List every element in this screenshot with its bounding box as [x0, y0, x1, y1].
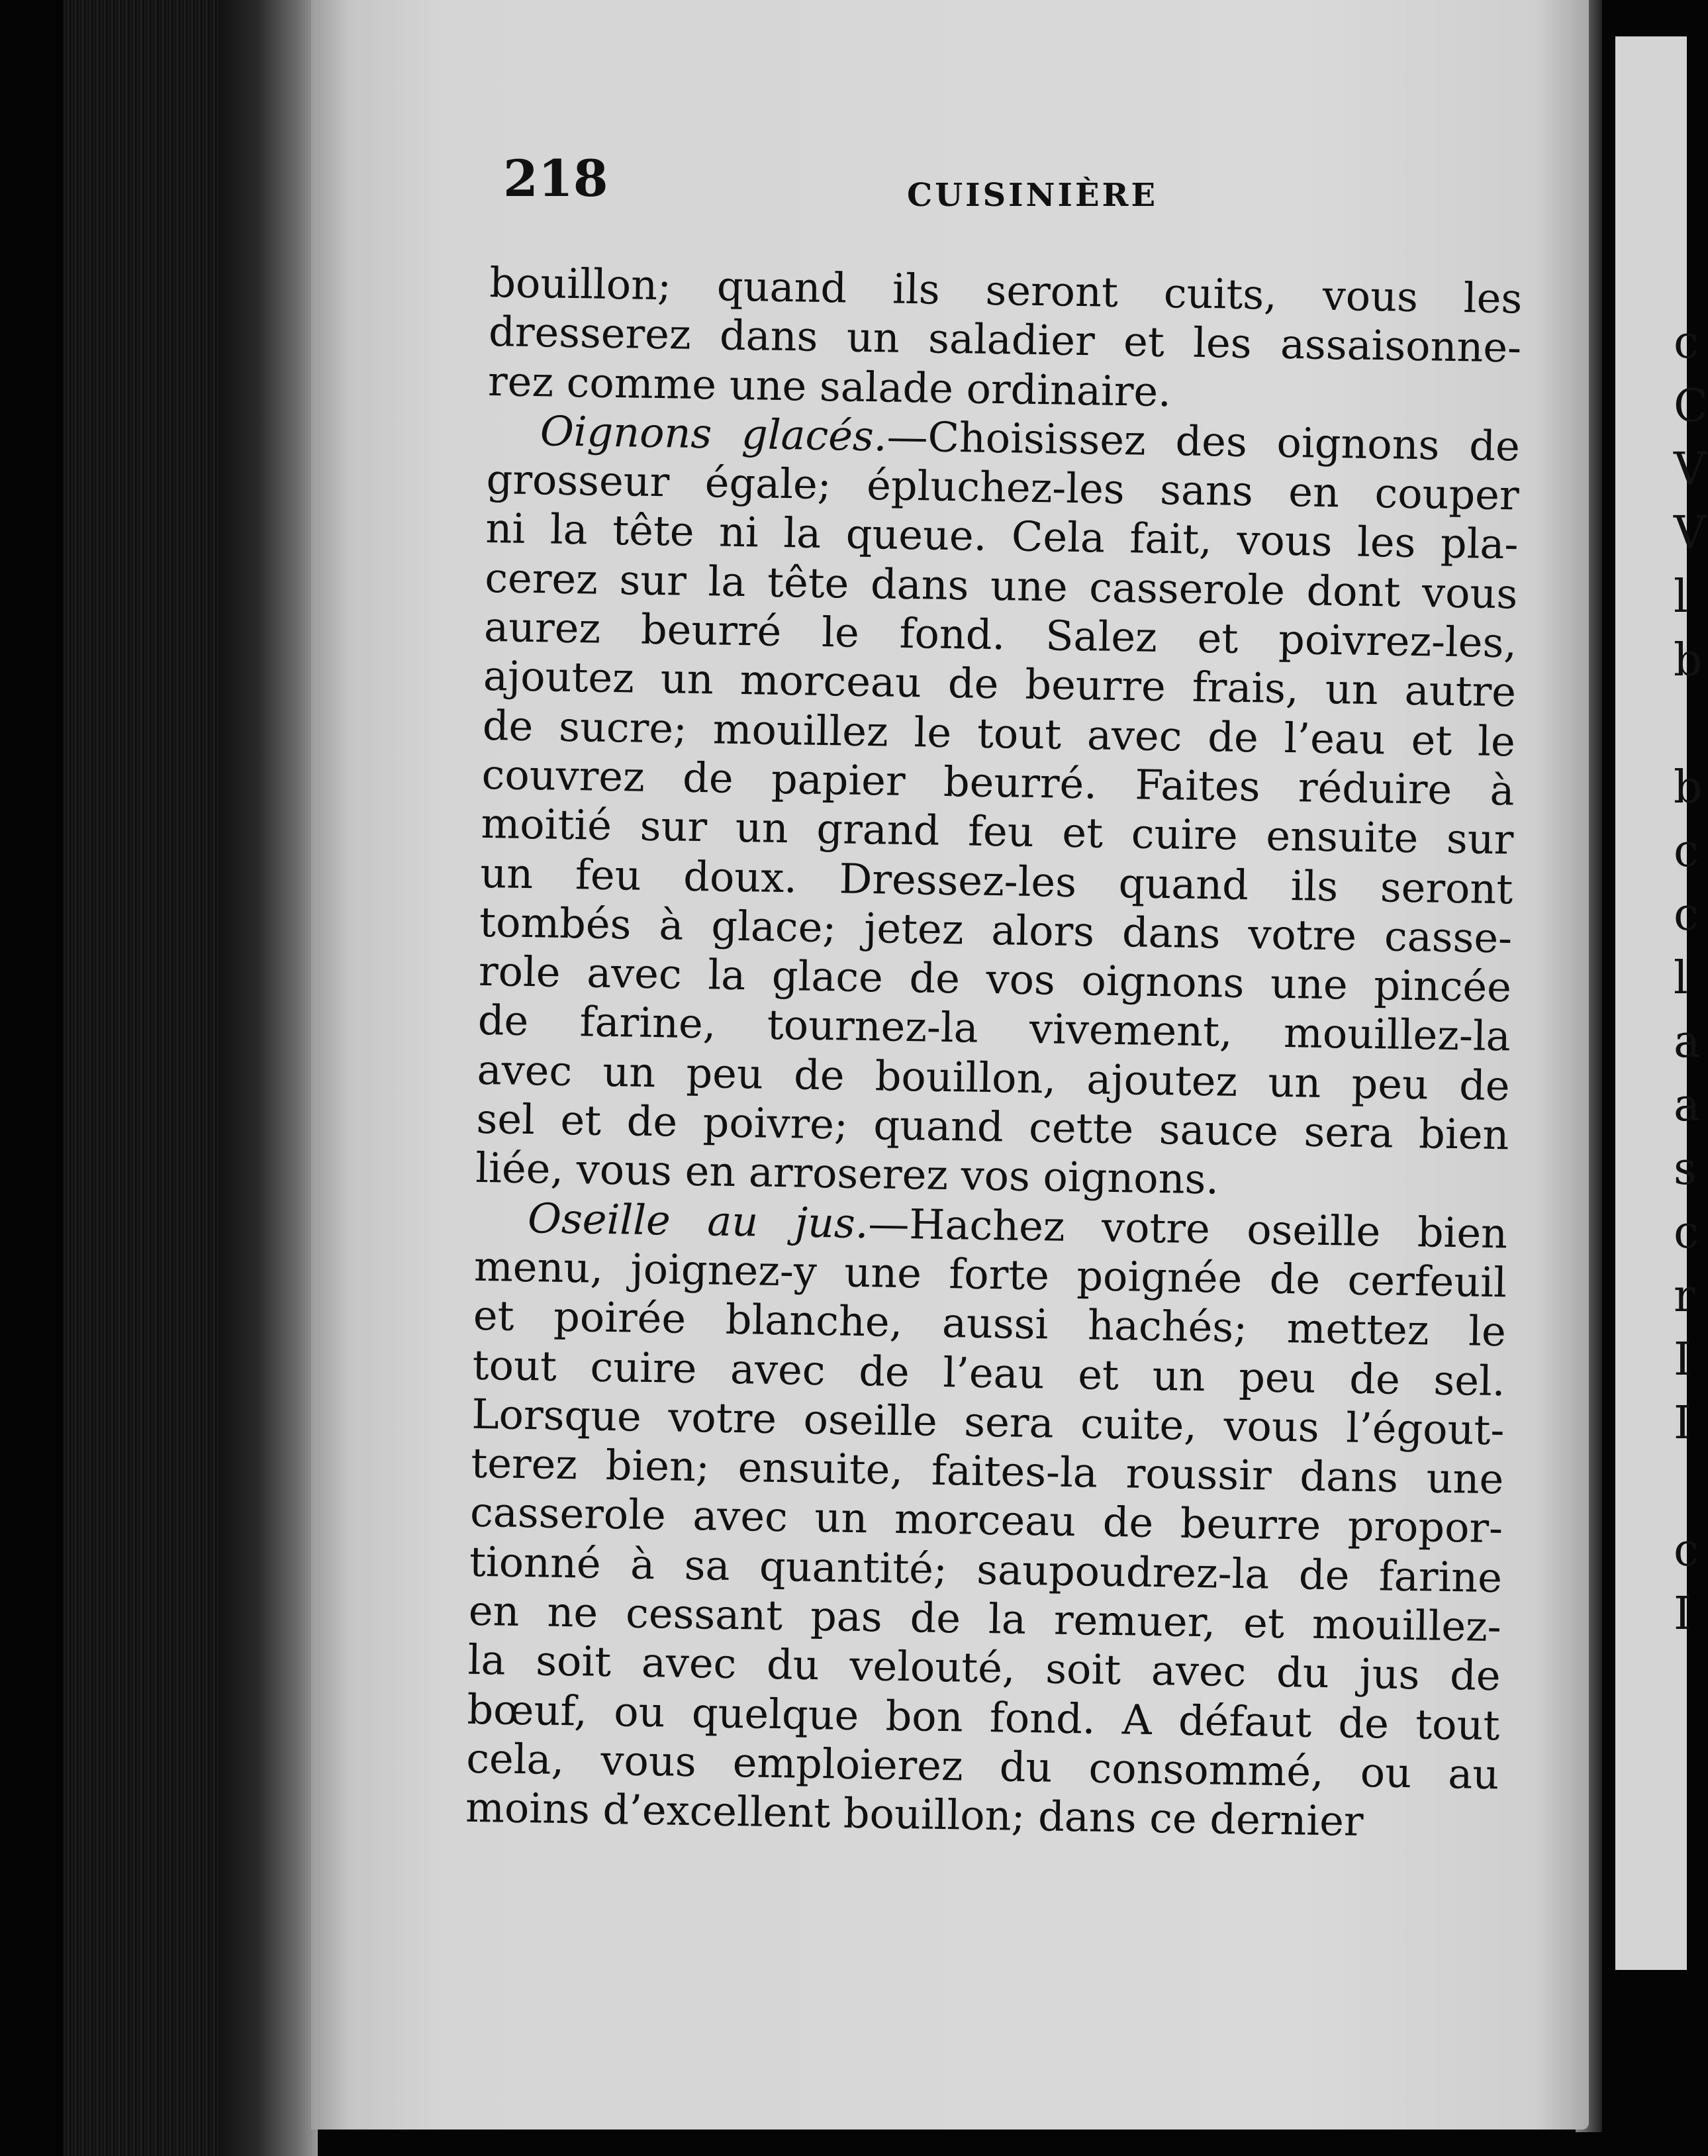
- line-text: tout cuire avec de l’eau et un peu de sel.: [472, 1340, 1506, 1405]
- line-text: —Hachez votre oseille bien: [867, 1199, 1508, 1257]
- line-text: cerez sur la tête dans une casserole dont vous: [484, 553, 1518, 618]
- adjacent-letter: I: [1674, 1397, 1691, 1449]
- line-text: role avec la glace de vos oignons une pincée: [478, 947, 1512, 1012]
- adjacent-letter: c: [1674, 889, 1699, 941]
- adjacent-letter: c: [1674, 825, 1699, 877]
- line-text: avec un peu de bouillon, ajoutez un peu de: [477, 1045, 1511, 1110]
- adjacent-letter: c: [1674, 1524, 1699, 1577]
- line-text: Lorsque votre oseille sera cuite, vous l’égout-: [471, 1389, 1505, 1455]
- line-text: bœuf, ou quelque bon fond. A défaut de tout: [467, 1685, 1500, 1749]
- adjacent-letter: C: [1674, 380, 1708, 432]
- line-text: —Choisissez des oignons de: [886, 412, 1521, 471]
- line-text: cela, vous emploierez du consommé, ou au: [465, 1734, 1499, 1799]
- line-text: tionné à sa quantité; saupoudrez-la de farine: [469, 1537, 1503, 1602]
- line-text: ajoutez un morceau de beurre frais, un autre: [483, 652, 1517, 716]
- line-text: terez bien; ensuite, faites-la roussir dans une: [470, 1438, 1504, 1504]
- line-text: la soit avec du velouté, soit avec du jus de: [467, 1636, 1501, 1700]
- running-head: CUISINIÈRE: [907, 177, 1159, 214]
- line-text: menu, joignez-y une forte poignée de cerfeuil: [473, 1242, 1507, 1307]
- line-text: ni la tête ni la queue. Cela fait, vous les pla-: [485, 504, 1519, 569]
- adjacent-letter: b: [1674, 634, 1703, 687]
- recipe-title: Oseille au jus.: [527, 1193, 869, 1248]
- adjacent-letter: s: [1674, 1143, 1697, 1195]
- line-text: moitié sur un grand feu et cuire ensuite sur: [481, 799, 1514, 864]
- adjacent-letter: l: [1674, 571, 1688, 623]
- line-text: et poirée blanche, aussi hachés; mettez le: [473, 1291, 1507, 1356]
- page-number: 218: [503, 149, 608, 208]
- adjacent-letter: l: [1674, 952, 1688, 1004]
- line-text: rez comme une salade ordinaire.: [487, 356, 1172, 416]
- adjacent-letter: I: [1674, 1588, 1691, 1640]
- page-gutter: [218, 0, 318, 2156]
- line-text: tombés à glace; jetez alors dans votre casse-: [479, 897, 1513, 963]
- line-text: moins d’excellent bouillon; dans ce dernier: [465, 1783, 1364, 1846]
- page-header: [503, 149, 1509, 222]
- adjacent-letter: c: [1674, 317, 1699, 369]
- line-text: de farine, tournez-la vivement, mouillez-la: [477, 996, 1511, 1061]
- adjacent-letter: c: [1674, 1206, 1699, 1259]
- adjacent-letter: V: [1674, 507, 1707, 560]
- recipe-title: Oignons glacés.: [540, 407, 888, 461]
- line-text: un feu doux. Dressez-les quand ils seront: [479, 848, 1513, 913]
- page-body-text: [465, 258, 1523, 1849]
- adjacent-letter: [1674, 1455, 1687, 1519]
- line-text: en ne cessant pas de la remuer, et mouillez-: [468, 1586, 1502, 1651]
- line-text: couvrez de papier beurré. Faites réduire à: [481, 750, 1515, 815]
- line-text: bouillon; quand ils seront cuits, vous les: [489, 258, 1523, 323]
- line-text: grosseur égale; épluchez-les sans en couper: [486, 455, 1520, 520]
- adjacent-letter: a: [1674, 1016, 1701, 1068]
- adjacent-letter: a: [1674, 1079, 1701, 1132]
- adjacent-letter: I: [1674, 1334, 1691, 1386]
- adjacent-letter: b: [1674, 761, 1703, 814]
- adjacent-letter: [1674, 693, 1687, 756]
- line-text: liée, vous en arroserez vos oignons.: [475, 1144, 1219, 1204]
- line-text: dresserez dans un saladier et les assaisonne-: [488, 307, 1522, 372]
- line-text: casserole avec un morceau de beurre propor-: [469, 1488, 1503, 1553]
- line-text: sel et de poivre; quand cette sauce sera bien: [476, 1094, 1509, 1159]
- adjacent-letter: V: [1674, 444, 1707, 496]
- line-text: aurez beurré le fond. Salez et poivrez-les,: [483, 603, 1517, 667]
- adjacent-letter: r: [1674, 1270, 1695, 1322]
- line-text: de sucre; mouillez le tout avec de l’eau et le: [482, 701, 1516, 766]
- adjacent-page-text: [1674, 311, 1708, 1646]
